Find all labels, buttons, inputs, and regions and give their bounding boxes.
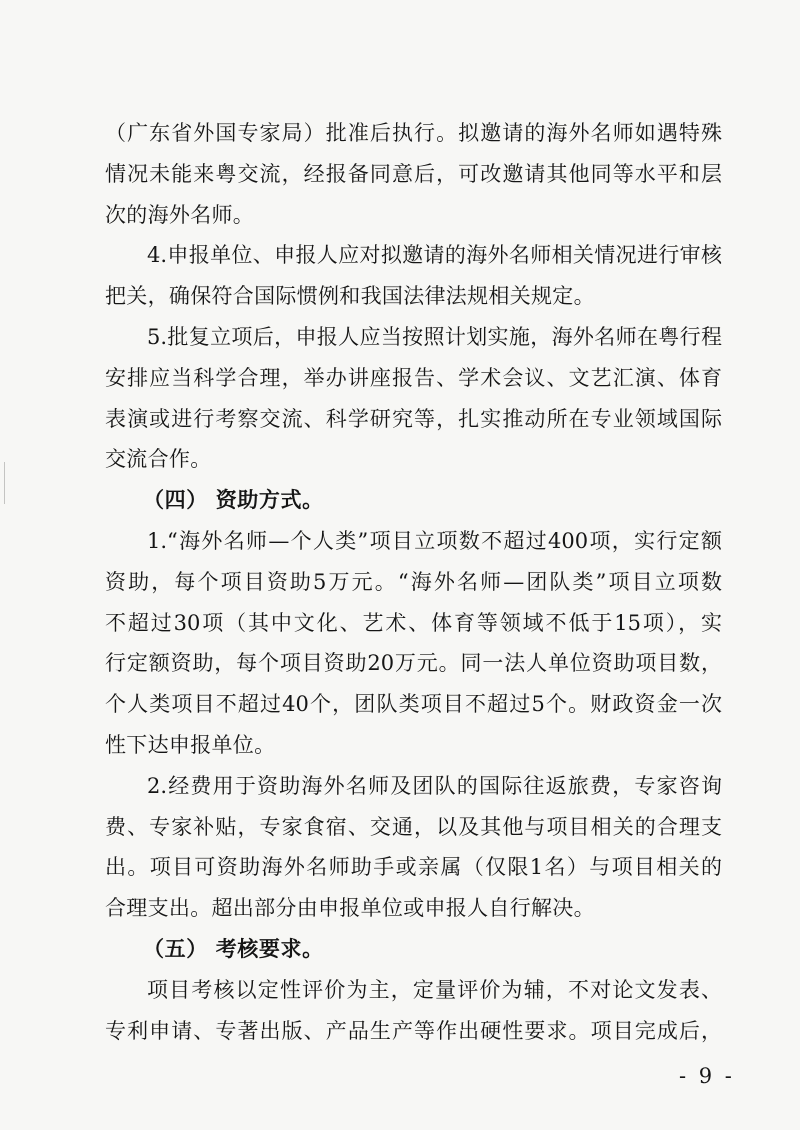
text-line: 资助，每个项目资助5万元。“海外名师—团队类”项目立项数	[105, 569, 722, 594]
text-line: 4.申报单位、申报人应对拟邀请的海外名师相关情况进行审核	[147, 243, 722, 268]
document-body	[105, 113, 722, 1051]
section-heading-assessment: （五） 考核要求。	[143, 935, 324, 961]
text-line: 1.“海外名师—个人类”项目立项数不超过400项，实行定额	[147, 528, 722, 553]
text-line: 安排应当科学合理，举办讲座报告、学术会议、文艺汇演、体育	[105, 365, 722, 390]
text-line: 情况未能来粤交流，经报备同意后，可改邀请其他同等水平和层	[105, 161, 722, 186]
text-line: 次的海外名师。	[105, 202, 255, 227]
paragraph-item-4	[105, 235, 722, 317]
text-line: 性下达申报单位。	[105, 732, 276, 757]
text-line: 2.经费用于资助海外名师及团队的国际往返旅费，专家咨询	[147, 773, 722, 798]
section-heading-funding: （四） 资助方式。	[143, 487, 324, 513]
paragraph-funding-item-2	[105, 766, 722, 929]
text-line: 费、专家补贴，专家食宿、交通，以及其他与项目相关的合理支	[105, 814, 722, 839]
text-line: 不超过30项（其中文化、艺术、体育等领域不低于15项），实	[105, 610, 722, 635]
text-line: 行定额资助，每个项目资助20万元。同一法人单位资助项目数，	[105, 651, 722, 676]
scan-artifact	[4, 462, 5, 504]
paragraph-continued	[105, 113, 722, 235]
text-line: 项目考核以定性评价为主，定量评价为辅，不对论文发表、	[147, 977, 722, 1002]
paragraph-funding-item-1	[105, 521, 722, 766]
paragraph-item-5	[105, 317, 722, 480]
text-line: 交流合作。	[105, 447, 212, 472]
text-line: 表演或进行考察交流、科学研究等，扎实推动所在专业领域国际	[105, 406, 722, 431]
text-line: 5.批复立项后，申报人应当按照计划实施，海外名师在粤行程	[147, 324, 722, 349]
paragraph-assessment	[105, 970, 722, 1052]
text-line: 合理支出。超出部分由申报单位或申报人自行解决。	[105, 896, 595, 921]
text-line: 专利申请、专著出版、产品生产等作出硬性要求。项目完成后，	[105, 1018, 722, 1043]
text-line: （广东省外国专家局）批准后执行。拟邀请的海外名师如遇特殊	[105, 121, 722, 145]
text-line: 个人类项目不超过40个，团队类项目不超过5个。财政资金一次	[105, 692, 722, 717]
text-line: 出。项目可资助海外名师助手或亲属（仅限1名）与项目相关的	[105, 855, 722, 880]
page-number: - 9 -	[679, 1064, 735, 1088]
text-line: 把关，确保符合国际惯例和我国法律法规相关规定。	[105, 284, 595, 309]
